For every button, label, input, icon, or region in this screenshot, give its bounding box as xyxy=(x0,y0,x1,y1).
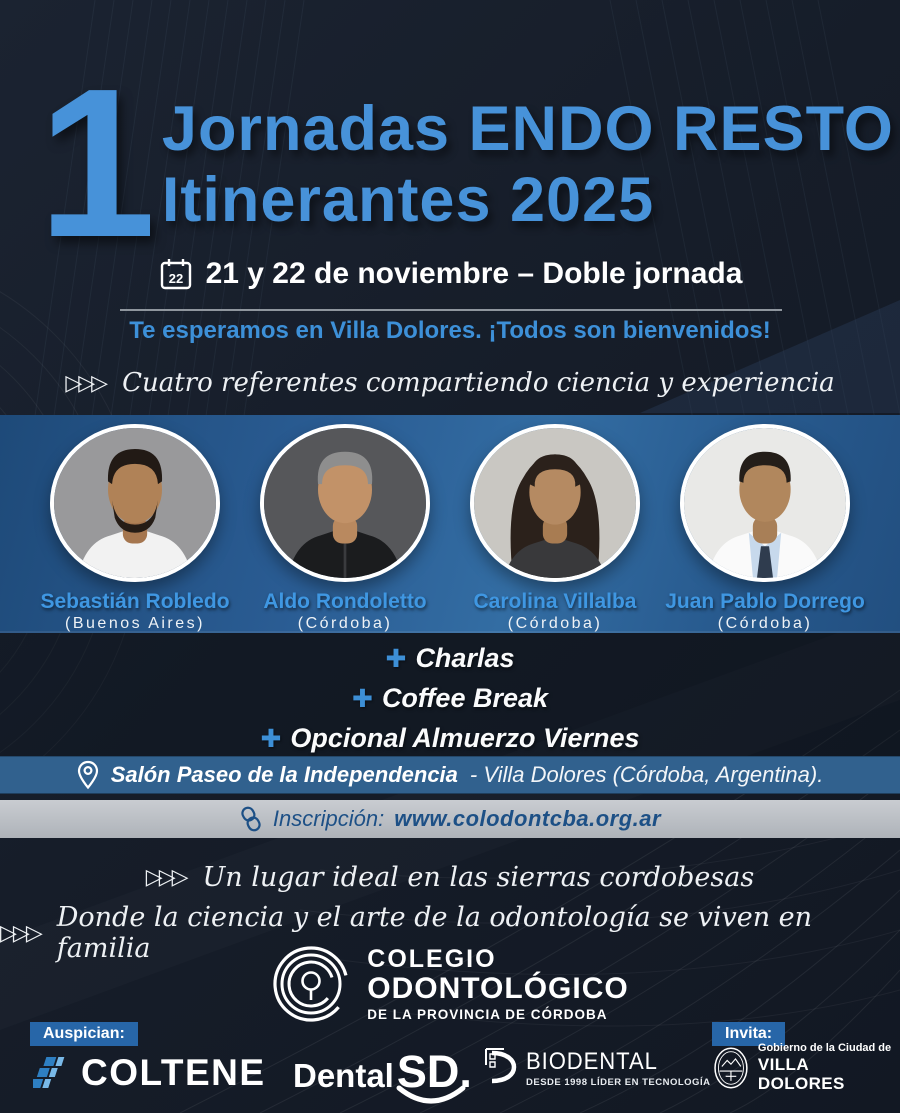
venue-detail: - Villa Dolores (Córdoba, Argentina). xyxy=(469,762,824,787)
villa-dolores-crest-icon xyxy=(712,1044,750,1092)
sponsor-dentalsd xyxy=(293,1046,472,1098)
tagline-1 xyxy=(0,862,900,893)
speakers-intro-text: Cuatro referentes compartiendo ciencia y experiencia xyxy=(122,368,835,398)
tagline-1-text: Un lugar ideal en las sierras cordobesas xyxy=(202,862,755,893)
features-list xyxy=(0,643,900,754)
biodental-mark-icon xyxy=(478,1045,520,1091)
date-row xyxy=(0,256,900,292)
feature-item xyxy=(385,643,514,674)
dentalsd-wordmark-part1: Dental xyxy=(293,1057,394,1094)
speaker-name: Aldo Rondoletto xyxy=(263,590,427,613)
villa-dolores-line1: Gobierno de la Ciudad de xyxy=(757,1042,892,1054)
speaker-name: Juan Pablo Dorrego xyxy=(665,590,865,613)
triple-arrow-icon: ▷▷▷ xyxy=(145,865,185,890)
calendar-icon xyxy=(158,256,194,292)
title-line-1: Jornadas ENDO RESTO xyxy=(161,94,894,164)
biodental-wordmark: BIODENTAL xyxy=(526,1047,658,1075)
speaker-card xyxy=(455,415,655,633)
plus-icon: ✚ xyxy=(260,724,282,753)
triple-arrow-icon: ▷▷▷ xyxy=(0,920,39,946)
speaker-card xyxy=(245,415,445,633)
link-icon xyxy=(239,804,263,834)
speakers-intro xyxy=(0,368,900,398)
speaker-photo xyxy=(260,424,430,582)
venue-name: Salón Paseo de la Independencia xyxy=(110,762,458,787)
feature-label: Opcional Almuerzo Viernes xyxy=(290,723,640,753)
biodental-tagline: DESDE 1998 LÍDER EN TECNOLOGÍA xyxy=(526,1076,711,1088)
divider-line xyxy=(120,309,782,311)
speaker-portrait-illustration xyxy=(474,428,636,578)
speaker-photo xyxy=(680,424,850,582)
speaker-name: Carolina Villalba xyxy=(473,590,637,613)
colegio-odontologico-emblem-icon xyxy=(271,944,351,1024)
speaker-photo xyxy=(470,424,640,582)
calendar-day: 22 xyxy=(168,271,183,286)
organizer-name-line2: ODONTOLÓGICO xyxy=(367,972,629,1005)
triple-arrow-icon: ▷▷▷ xyxy=(65,370,105,396)
speaker-portrait-illustration xyxy=(684,428,846,578)
invita-badge: Invita: xyxy=(712,1022,785,1046)
venue-bar xyxy=(0,756,900,794)
organizer-name-line1: COLEGIO xyxy=(367,945,497,973)
coltene-wordmark: COLTENE xyxy=(81,1052,266,1093)
sponsor-coltene xyxy=(33,1052,266,1094)
dentalsd-wordmark-dot: . xyxy=(459,1046,472,1097)
speaker-card xyxy=(35,415,235,633)
sponsor-villa-dolores xyxy=(712,1042,900,1093)
edition-number: 1 xyxy=(38,44,156,281)
sponsor-biodental xyxy=(478,1045,710,1091)
coltene-stripes-icon xyxy=(33,1055,73,1091)
speaker-location: (Córdoba) xyxy=(297,615,393,632)
speaker-location: (Buenos Aires) xyxy=(65,615,205,632)
title-line-2: Itinerantes 2025 xyxy=(161,165,655,235)
auspician-badge: Auspician: xyxy=(30,1022,138,1046)
location-pin-icon xyxy=(77,760,99,790)
inscription-label: Inscripción: xyxy=(272,806,385,831)
speaker-location: (Córdoba) xyxy=(717,615,813,632)
speaker-portrait-illustration xyxy=(54,428,216,578)
organizer-logo xyxy=(0,944,900,1024)
plus-icon: ✚ xyxy=(351,684,373,713)
speaker-card xyxy=(665,415,865,633)
speaker-location: (Córdoba) xyxy=(507,615,603,632)
speaker-photo xyxy=(50,424,220,582)
welcome-message: Te esperamos en Villa Dolores. ¡Todos son bienvenidos! xyxy=(129,317,771,344)
plus-icon: ✚ xyxy=(385,644,407,673)
feature-item xyxy=(260,723,639,754)
tagline-2-text: Donde la ciencia y el arte de la odontología se viven en familia xyxy=(56,902,813,964)
dentalsd-smile-icon xyxy=(395,1084,467,1110)
inscription-bar xyxy=(0,800,900,838)
feature-item xyxy=(352,683,548,714)
feature-label: Coffee Break xyxy=(381,683,549,713)
organizer-name-line3: DE LA PROVINCIA DE CÓRDOBA xyxy=(367,1007,608,1022)
dentalsd-wordmark-part2: SD xyxy=(396,1046,460,1097)
villa-dolores-line2: VILLA DOLORES xyxy=(757,1055,845,1093)
speakers-band xyxy=(0,415,900,633)
inscription-url: www.colodontcba.org.ar xyxy=(394,806,662,831)
event-date: 21 y 22 de noviembre – Doble jornada xyxy=(205,257,743,290)
speaker-name: Sebastián Robledo xyxy=(40,590,230,613)
speaker-portrait-illustration xyxy=(264,428,426,578)
feature-label: Charlas xyxy=(415,643,515,673)
